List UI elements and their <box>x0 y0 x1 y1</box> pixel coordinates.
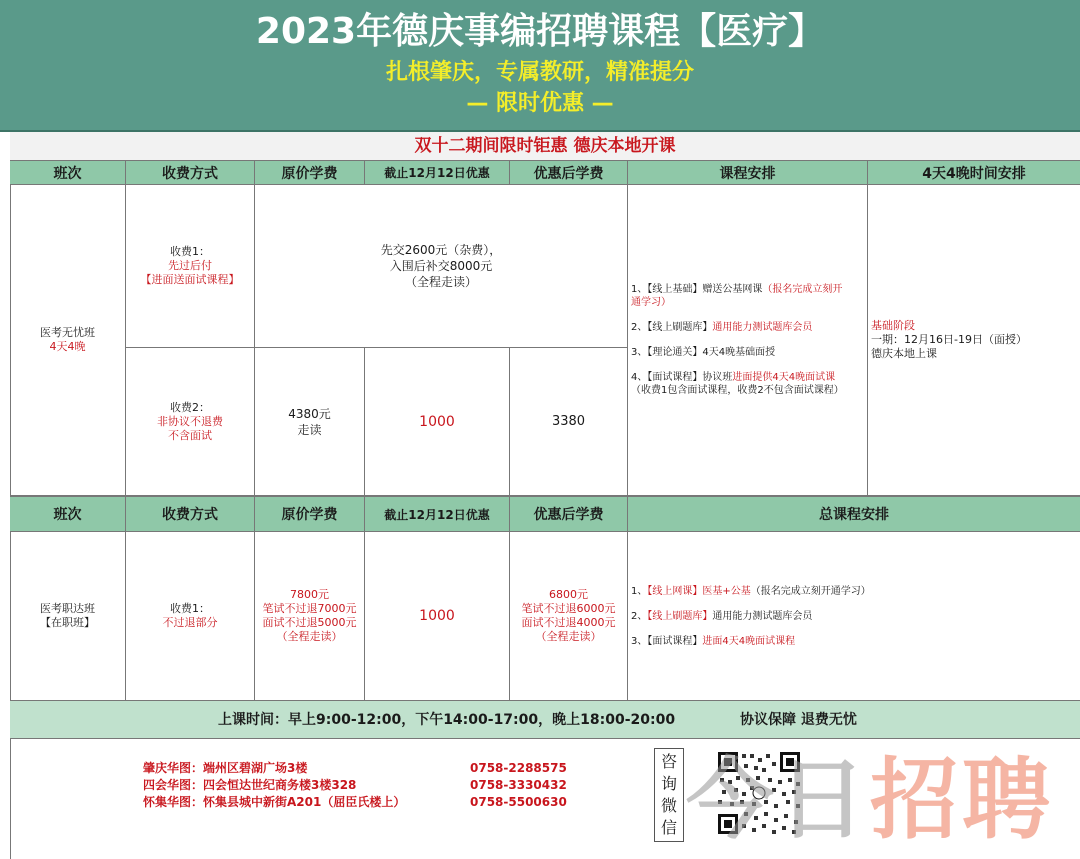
schedule-line: 3、【理论通关】4天4晚基础面授 <box>631 347 776 358</box>
schedule-line: 1、【线上基础】赠送公基网课（报名完成立刻开 <box>631 284 843 295</box>
fee2-line2: 不含面试 <box>168 428 212 442</box>
header-time-plan: 4天4晚时间安排 <box>922 165 1026 182</box>
header-discount: 截止12月12日优惠 <box>365 497 510 531</box>
class-name: 医考无忧班 <box>40 326 95 339</box>
class-cell-1 <box>10 185 126 496</box>
class-sub: 【在职班】 <box>40 616 95 629</box>
schedule-cell-2 <box>628 532 1080 701</box>
after-line: （全程走读） <box>535 630 602 643</box>
header-original-price: 原价学费 <box>255 497 365 531</box>
promo-banner: 双十二期间限时钜惠 德庆本地开课 <box>10 132 1080 161</box>
time-plan-cell <box>868 185 1080 496</box>
fee2-discount-cell <box>365 348 510 496</box>
after-line: 笔试不过退6000元 <box>521 602 616 615</box>
schedule-line: 2、【线上刷题库】通用能力测试题库会员 <box>631 322 813 333</box>
schedule-line: 2、【线上刷题库】通用能力测试题库会员 <box>631 610 813 622</box>
fee2-after-cell <box>510 348 628 496</box>
fee1-cell <box>126 185 255 348</box>
time-plan-stage: 基础阶段 <box>871 319 915 332</box>
header-discount: 截止12月12日优惠 <box>365 161 510 184</box>
discount-cell-2 <box>365 532 510 701</box>
phone-number: 0758-5500630 <box>470 795 567 809</box>
fee2-original-cell <box>255 348 365 496</box>
address-line: 怀集华图：怀集县城中新街A201（屈臣氏楼上） <box>143 795 406 809</box>
phone-number: 0758-3330432 <box>470 778 567 792</box>
header-fee-method: 收费方式 <box>126 497 255 531</box>
consult-wechat-label: 咨 询 微 信 <box>654 748 684 842</box>
class-name: 医考职达班 <box>40 602 95 615</box>
guarantee: 协议保障 退费无忧 <box>740 712 857 728</box>
fee2-original-line: 走读 <box>297 422 322 437</box>
address-line: 肇庆华图：端州区碧湖广场3楼 <box>143 761 308 775</box>
after-line: 6800元 <box>549 588 588 601</box>
time-plan-line1: 一期：12月16日-19日（面授） <box>871 333 1027 346</box>
page-header <box>0 0 1080 132</box>
time-plan-line2: 德庆本地上课 <box>871 347 937 360</box>
header-after-price: 优惠后学费 <box>510 497 628 531</box>
watermark-logo: 今日招聘 <box>686 748 1055 851</box>
original-line: 笔试不过退7000元 <box>262 602 357 615</box>
discount-value: 1000 <box>419 608 455 624</box>
schedule-line: 3、【面试课程】进面4天4晚面试课程 <box>631 635 796 647</box>
fee1-price-cell <box>255 185 628 348</box>
class-time: 上课时间：早上9:00-12:00，下午14:00-17:00，晚上18:00-20:00 <box>218 712 676 728</box>
fee2-cell <box>126 348 255 496</box>
fee1-price-line: 入围后补交8000元 <box>389 259 493 273</box>
original-line: （全程走读） <box>276 630 343 643</box>
class-cell-2 <box>10 532 126 701</box>
fee2-discount: 1000 <box>419 413 455 430</box>
fee2-after: 3380 <box>551 413 586 429</box>
header-fee-method: 收费方式 <box>126 161 255 184</box>
fee1-price-line: 先交2600元（杂费）， <box>380 243 502 257</box>
original-cell-2 <box>255 532 365 701</box>
address-line: 四会华图：四会恒达世纪商务楼3楼328 <box>143 778 357 792</box>
fee1-line2: 【进面送面试课程】 <box>140 273 240 286</box>
header-after-price: 优惠后学费 <box>510 161 628 184</box>
page-title: 2023年德庆事编招聘课程【医疗】 <box>255 11 825 52</box>
fee-cell-2 <box>126 532 255 701</box>
phone-number: 0758-2288575 <box>470 761 567 775</box>
fee2-label: 收费2： <box>170 400 210 414</box>
original-line: 7800元 <box>290 588 329 601</box>
schedule-line: 4、【面试课程】协议班进面提供4天4晚面试课 <box>631 372 836 383</box>
fee-line1: 不过退部分 <box>162 616 218 629</box>
fee1-label: 收费1： <box>170 245 210 258</box>
fee2-line1: 非协议不退费 <box>157 414 223 428</box>
after-line: 面试不过退4000元 <box>521 616 616 629</box>
table1-header-row <box>10 161 1080 185</box>
header-class: 班次 <box>10 161 126 184</box>
schedule-cell-1 <box>628 185 868 496</box>
header-total-schedule: 总课程安排 <box>819 507 889 523</box>
header-original-price: 原价学费 <box>255 161 365 184</box>
class-sub: 4天4晚 <box>49 340 86 353</box>
class-time-row <box>10 701 1080 739</box>
fee2-original-line: 4380元 <box>288 406 331 421</box>
page-tagline: — 限时优惠 — <box>466 91 614 116</box>
page-subtitle: 扎根肇庆，专属教研，精准提分 <box>385 60 694 85</box>
after-cell-2 <box>510 532 628 701</box>
fee1-line1: 先过后付 <box>168 259 212 272</box>
schedule-line: 通学习） <box>631 297 671 308</box>
original-line: 面试不过退5000元 <box>262 616 357 629</box>
fee1-price-line: （全程走读） <box>404 275 477 289</box>
schedule-line: （收费1包含面试课程，收费2不包含面试课程） <box>631 385 844 396</box>
fee-label: 收费1： <box>170 602 210 615</box>
schedule-line: 1、【线上网课】医基+公基（报名完成立刻开通学习） <box>631 585 871 597</box>
header-schedule: 课程安排 <box>628 161 868 184</box>
header-class: 班次 <box>10 497 126 531</box>
table2-header-row <box>10 496 1080 532</box>
